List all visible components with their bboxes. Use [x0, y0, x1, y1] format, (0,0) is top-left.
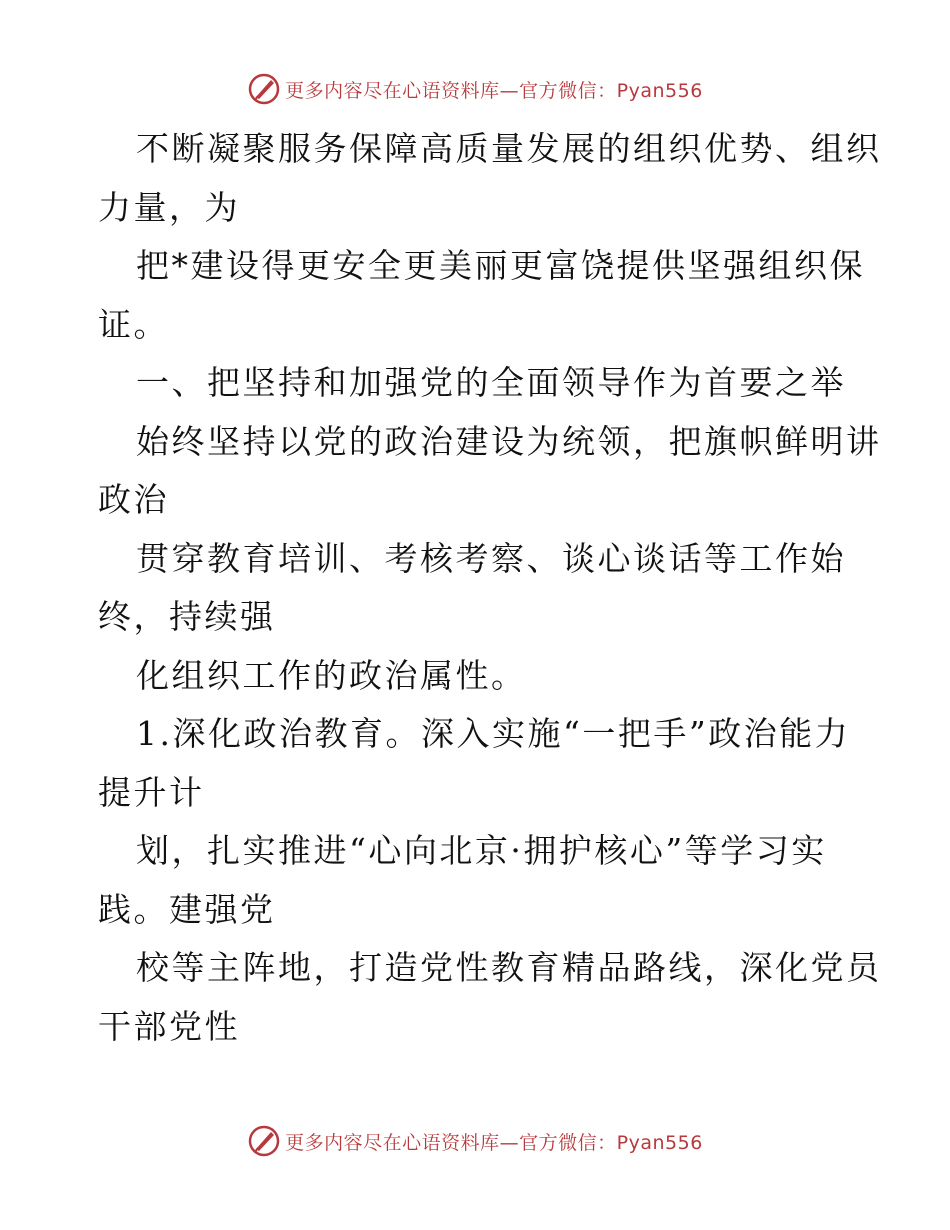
quill-pen-logo-icon	[247, 1124, 281, 1158]
header-watermark	[0, 72, 950, 106]
watermark-text: 更多内容尽在心语资料库—官方微信：Pyan556	[285, 79, 703, 102]
text-line: 贯穿教育培训、考核考察、谈心谈话等工作始	[136, 538, 846, 578]
subsection-heading: 1.深化政治教育。深入实施“一把手”政治能力	[136, 714, 851, 753]
text-line: 力量，为	[98, 187, 240, 227]
text-line: 政治	[98, 480, 169, 519]
footer-watermark	[0, 1124, 950, 1158]
text-line: 干部党性	[98, 1006, 240, 1046]
text-line: 化组织工作的政治属性。	[136, 655, 527, 695]
text-line: 证。	[98, 304, 169, 344]
text-line: 提升计	[98, 772, 205, 812]
quill-pen-logo-icon	[247, 72, 281, 106]
document-body	[98, 120, 882, 1056]
text-line: 划，扎实推进“心向北京·拥护核心”等学习实	[136, 831, 827, 870]
text-line: 不断凝聚服务保障高质量发展的组织优势、组织	[136, 129, 882, 168]
text-line: 践。建强党	[98, 889, 276, 929]
text-line: 把*建设得更安全更美丽更富饶提供坚强组织保	[136, 246, 865, 285]
text-line: 校等主阵地，打造党性教育精品路线，深化党员	[136, 948, 882, 987]
text-line: 终，持续强	[98, 597, 276, 636]
watermark-text: 更多内容尽在心语资料库—官方微信：Pyan556	[285, 1131, 703, 1154]
text-line: 始终坚持以党的政治建设为统领，把旗帜鲜明讲	[136, 421, 882, 461]
section-heading: 一、把坚持和加强党的全面领导作为首要之举	[136, 363, 846, 402]
